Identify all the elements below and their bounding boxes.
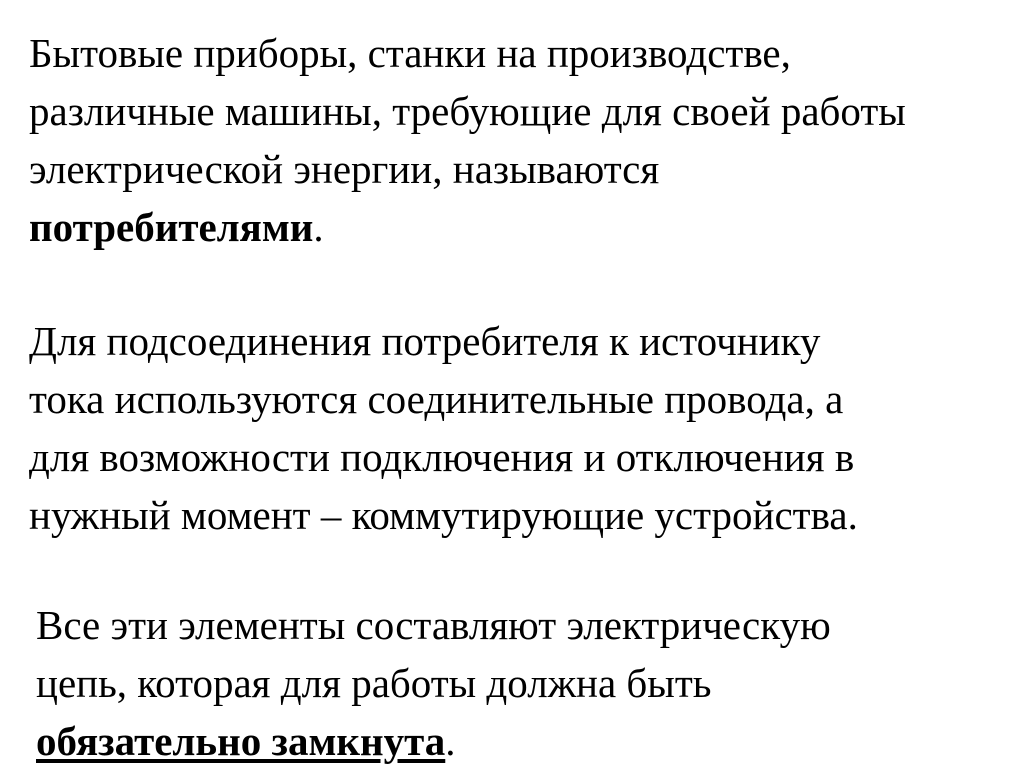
paragraph1-line2: различные машины, требующие для своей работы — [29, 88, 906, 134]
paragraph2-line1: Для подсоединения потребителя к источнику — [29, 318, 821, 364]
electric-circuit-paragraph — [36, 596, 831, 770]
paragraph3-period: . — [445, 718, 456, 764]
paragraph1-period: . — [313, 204, 324, 250]
closed-circuit-emphasis: обязательно замкнута — [36, 718, 446, 764]
consumers-definition-paragraph — [29, 24, 906, 256]
paragraph3-line2: цепь, которая для работы должна быть — [36, 660, 712, 706]
connection-wires-paragraph — [29, 312, 858, 544]
paragraph3-line1: Все эти элементы составляют электрическую — [36, 602, 831, 648]
paragraph1-line1: Бытовые приборы, станки на производстве, — [29, 30, 791, 76]
paragraph2-line3: для возможности подключения и отключения в — [29, 434, 855, 480]
paragraph3-line3 — [36, 712, 831, 770]
paragraph2-line2: тока используются соединительные провода, а — [29, 376, 844, 422]
paragraph2-line4: нужный момент – коммутирующие устройства. — [29, 492, 858, 538]
consumers-term: потребителями — [29, 204, 314, 250]
paragraph1-line4 — [29, 198, 906, 256]
paragraph1-line3: электрической энергии, называются — [29, 146, 660, 192]
